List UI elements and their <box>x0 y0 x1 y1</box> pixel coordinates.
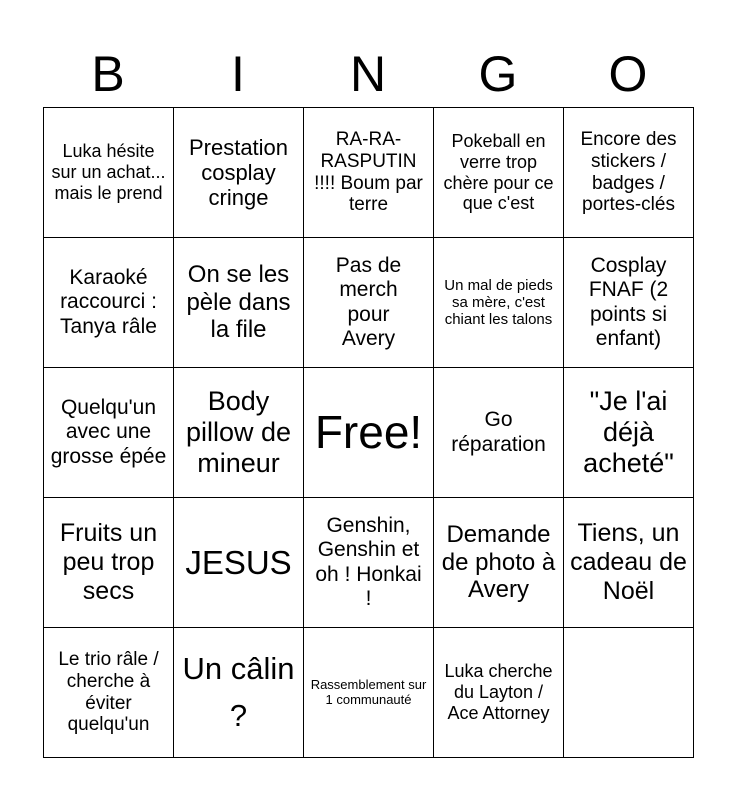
cell-text: Karaoké raccourci : Tanya râle <box>60 266 157 338</box>
cell-text: Un câlin ? <box>182 651 295 733</box>
cell-text: Genshin, Genshin et oh ! Honkai ! <box>315 514 422 610</box>
cell-text: Quelqu'un avec une grosse épée <box>50 396 167 468</box>
cell-text: Go réparation <box>451 408 546 456</box>
bingo-cell-r5c1[interactable] <box>44 628 174 758</box>
bingo-cell-r2c2[interactable] <box>174 238 304 368</box>
cell-text: Le trio râle / cherche à éviter quelqu'un <box>58 648 159 736</box>
free-space-label: Free! <box>314 406 423 459</box>
bingo-cell-r5c4[interactable] <box>434 628 564 758</box>
cell-text: Cosplay FNAF (2 points si enfant) <box>588 254 669 350</box>
header-letter-n: N <box>349 46 387 102</box>
bingo-cell-free[interactable] <box>304 368 434 498</box>
bingo-cell-r2c1[interactable] <box>44 238 174 368</box>
cell-text: Pokeball en verre trop chère pour ce que c'est <box>443 131 554 214</box>
cell-text: Fruits un peu trop secs <box>59 519 158 605</box>
cell-text: Encore des stickers / badges / portes-clés <box>580 128 677 216</box>
header-letter-b: B <box>91 46 125 102</box>
cell-text: Luka cherche du Layton / Ace Attorney <box>444 661 553 723</box>
bingo-cell-r1c2[interactable] <box>174 108 304 238</box>
bingo-cell-r2c3[interactable] <box>304 238 434 368</box>
cell-text: Un mal de pieds sa mère, c'est chiant les talons <box>444 276 553 329</box>
bingo-cell-r5c5[interactable] <box>564 628 694 758</box>
bingo-cell-r1c3[interactable] <box>304 108 434 238</box>
bingo-cell-r1c4[interactable] <box>434 108 564 238</box>
bingo-cell-r4c1[interactable] <box>44 498 174 628</box>
bingo-cell-r3c2[interactable] <box>174 368 304 498</box>
cell-text: Rassemblement sur 1 communauté <box>310 676 427 707</box>
cell-text: Luka hésite sur un achat... mais le prend <box>51 141 166 203</box>
cell-text: Body pillow de mineur <box>185 385 292 479</box>
bingo-grid <box>43 107 694 758</box>
bingo-cell-r2c4[interactable] <box>434 238 564 368</box>
cell-text: Prestation cosplay cringe <box>188 134 289 211</box>
bingo-cell-r5c2[interactable] <box>174 628 304 758</box>
bingo-cell-r4c5[interactable] <box>564 498 694 628</box>
bingo-cell-r4c4[interactable] <box>434 498 564 628</box>
bingo-cell-r1c5[interactable] <box>564 108 694 238</box>
bingo-cell-r3c5[interactable] <box>564 368 694 498</box>
bingo-cell-r4c2[interactable] <box>174 498 304 628</box>
cell-text: "Je l'ai déjà acheté" <box>583 385 674 479</box>
header-letter-g: G <box>478 46 518 102</box>
header-letter-o: O <box>608 46 648 102</box>
bingo-cell-r3c4[interactable] <box>434 368 564 498</box>
cell-text: On se les pèle dans la file <box>186 261 291 344</box>
bingo-cell-r4c3[interactable] <box>304 498 434 628</box>
cell-text: RA-RA-RASPUTIN !!!! Boum par terre <box>314 128 423 216</box>
bingo-cell-r5c3[interactable] <box>304 628 434 758</box>
bingo-cell-r3c1[interactable] <box>44 368 174 498</box>
cell-text: Pas de merch pour Avery <box>335 254 402 350</box>
header-letter-i: I <box>231 46 245 102</box>
cell-text: Demande de photo à Avery <box>441 521 556 604</box>
cell-text: JESUS <box>185 543 292 581</box>
cell-text: Tiens, un cadeau de Noël <box>570 519 687 605</box>
bingo-cell-r1c1[interactable] <box>44 108 174 238</box>
bingo-header <box>43 42 693 106</box>
bingo-cell-r2c5[interactable] <box>564 238 694 368</box>
